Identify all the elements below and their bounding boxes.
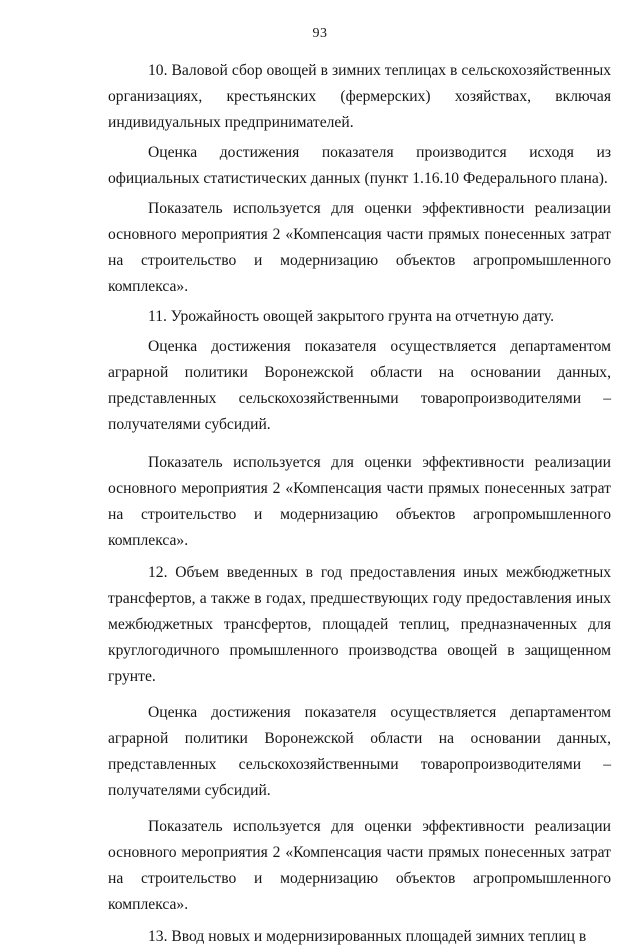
paragraph-item-11: 11. Урожайность овощей закрытого грунта на отчетную дату. — [148, 308, 555, 325]
page-number: 93 — [312, 26, 328, 41]
paragraph-usage: Показатель используется для оценки эффективности реализации основного мероприятия 2 «Компенсация части прямых понесенных затрат на строительство и модернизацию объектов агропромышленного комплекса». — [108, 818, 611, 913]
paragraph-assessment-department: Оценка достижения показателя осуществляется департаментом аграрной политики Воронежской области на основании данных, представленных сельскохозяйственными товаропроизводителями – получателями субсидий. — [108, 338, 611, 433]
paragraph-assessment-source: Оценка достижения показателя производится исходя из официальных статистических данных (пункт 1.16.10 Федерального плана). — [108, 144, 611, 187]
paragraph-usage: Показатель используется для оценки эффективности реализации основного мероприятия 2 «Компенсация части прямых понесенных затрат на строительство и модернизацию объектов агропромышленного комплекса». — [108, 454, 611, 549]
paragraph-item-12: 12. Объем введенных в год предоставления иных межбюджетных трансфертов, а также в годах, предшествующих году предоставления иных межбюджетных трансфертов, площадей теплиц, предназначенных для круглогодичного промышленного производства овощей в защищенном грунте. — [108, 564, 611, 685]
paragraph-usage: Показатель используется для оценки эффективности реализации основного мероприятия 2 «Компенсация части прямых понесенных затрат на строительство и модернизацию объектов агропромышленного комплекса». — [108, 200, 611, 295]
paragraph-assessment-department: Оценка достижения показателя осуществляется департаментом аграрной политики Воронежской области на основании данных, представленных сельскохозяйственными товаропроизводителями – получателями субсидий. — [108, 704, 611, 799]
document-body — [108, 58, 611, 950]
paragraph-item-13: 13. Ввод новых и модернизированных площадей зимних теплиц в — [148, 928, 587, 945]
paragraph-item-10: 10. Валовой сбор овощей в зимних теплицах в сельскохозяйственных организациях, крестьянских (фермерских) хозяйствах, включая индивидуальных предпринимателей. — [108, 62, 611, 131]
